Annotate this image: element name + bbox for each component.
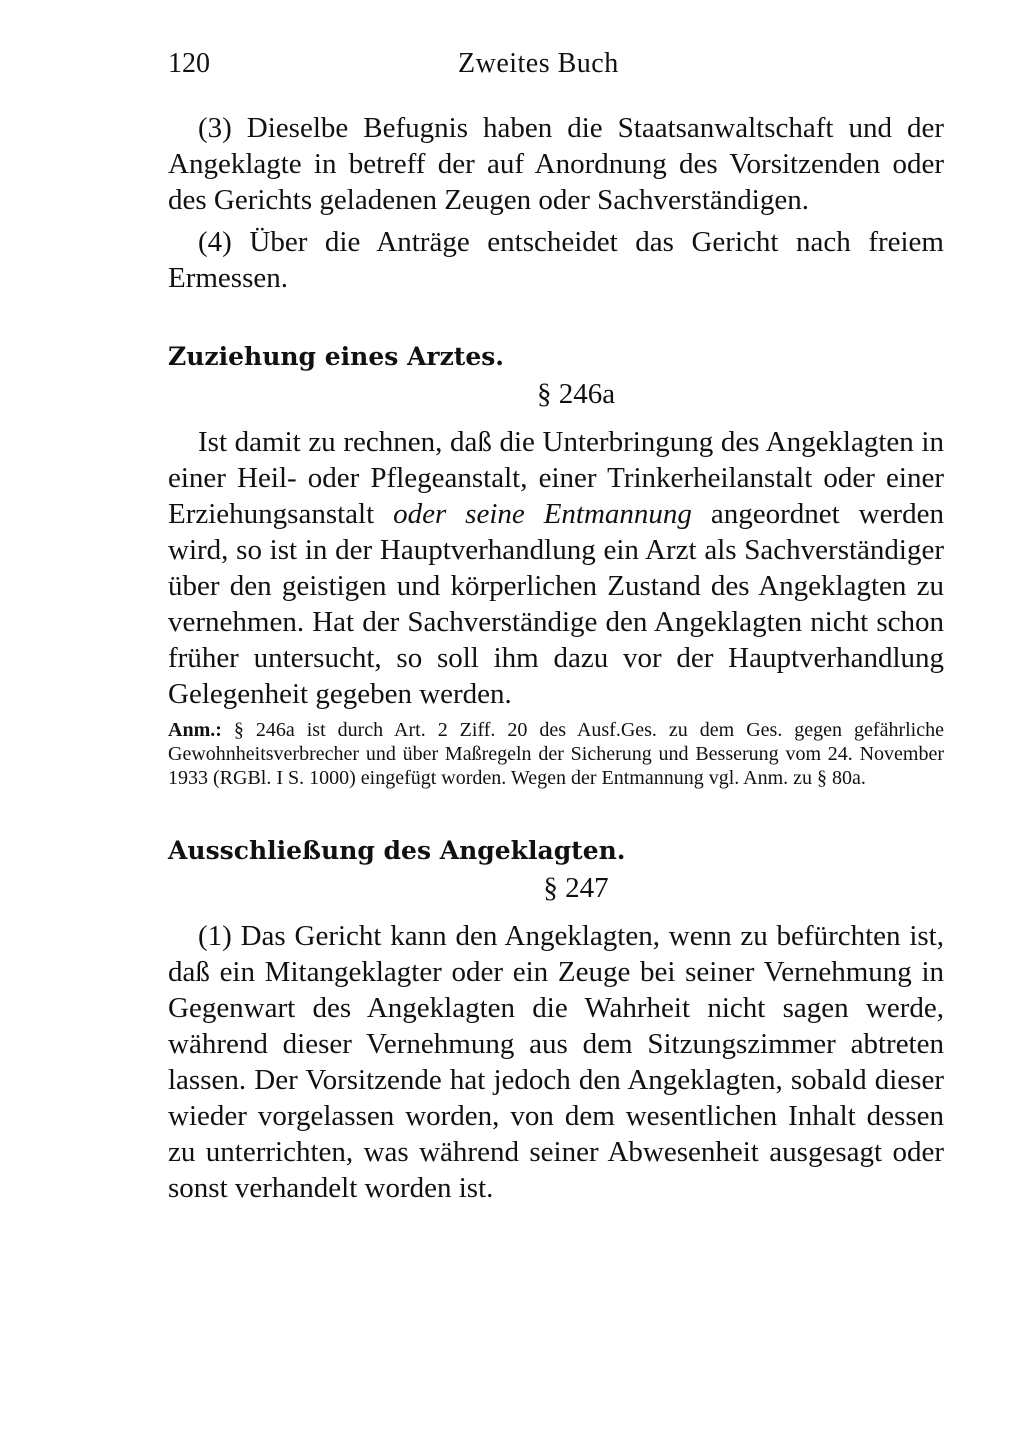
paragraph-247-1: (1) Das Gericht kann den Angeklagten, wenn zu befürchten ist, daß ein Mitangeklagter oder ein Zeuge bei seiner Vernehmung in Gegenwart des Angeklagten die Wahrheit nicht sagen werde, während dieser Vernehmung aus dem Sitzungszimmer abtreten lassen. Der Vorsitzende hat jedoch den Angeklagten, sobald dieser wieder vorgelassen worden, von dem wesentlichen Inhalt dessen zu unterrichten, was während seiner Abwesenheit ausgesagt oder sonst verhandelt worden ist.: [168, 920, 944, 1204]
paragraph-246a: [168, 424, 944, 712]
paragraph-246a-text-1: Ist damit zu rechnen, daß die Unterbringung des Angeklagten in einer Heil- oder Pflegeanstalt, einer Trinkerheilanstalt oder einer Erziehungsanstalt: [168, 426, 944, 530]
annotation-text: § 246a ist durch Art. 2 Ziff. 20 des Ausf.Ges. zu dem Ges. gegen gefährliche Gewohnheitsverbrecher und über Maßregeln der Sicherung und Besserung vom 24. November 1933 (RGBl. I S. 1000) eingefügt worden. Wegen der Entmannung vgl. Anm. zu § 80a.: [168, 719, 944, 789]
page-header: [168, 48, 944, 88]
paragraph-246a-text-2: angeordnet werden wird, so ist in der Hauptverhandlung ein Arzt als Sachverständiger über den geistigen und körperlichen Zustand des Angeklagten zu vernehmen. Hat der Sachverständige den Angeklagten nicht schon früher untersucht, so soll ihm dazu vor der Hauptverhandlung Gelegenheit gegeben werden.: [168, 498, 944, 710]
page-number: 120: [168, 48, 210, 79]
page-body: [168, 110, 944, 1206]
paragraph-4: (4) Über die Anträge entscheidet das Gericht nach freiem Ermessen.: [168, 226, 944, 294]
section-heading-ausschliessung: Ausschließung des Angeklagten.: [168, 836, 626, 865]
section-number-247: § 247: [543, 872, 609, 904]
paragraph-3: (3) Dieselbe Befugnis haben die Staatsanwaltschaft und der Angeklagte in betreff der auf Anordnung des Vorsitzenden oder des Gerichts geladenen Zeugen oder Sachverständigen.: [168, 112, 944, 216]
section-heading-arzt: Zuziehung eines Arztes.: [168, 342, 504, 371]
paragraph-246a-italic: oder seine Entmannung: [393, 498, 692, 530]
annotation-note: [168, 718, 944, 790]
annotation-label: Anm.:: [168, 719, 222, 741]
section-number-246a: § 246a: [536, 378, 616, 410]
running-title: Zweites Buch: [458, 48, 619, 79]
